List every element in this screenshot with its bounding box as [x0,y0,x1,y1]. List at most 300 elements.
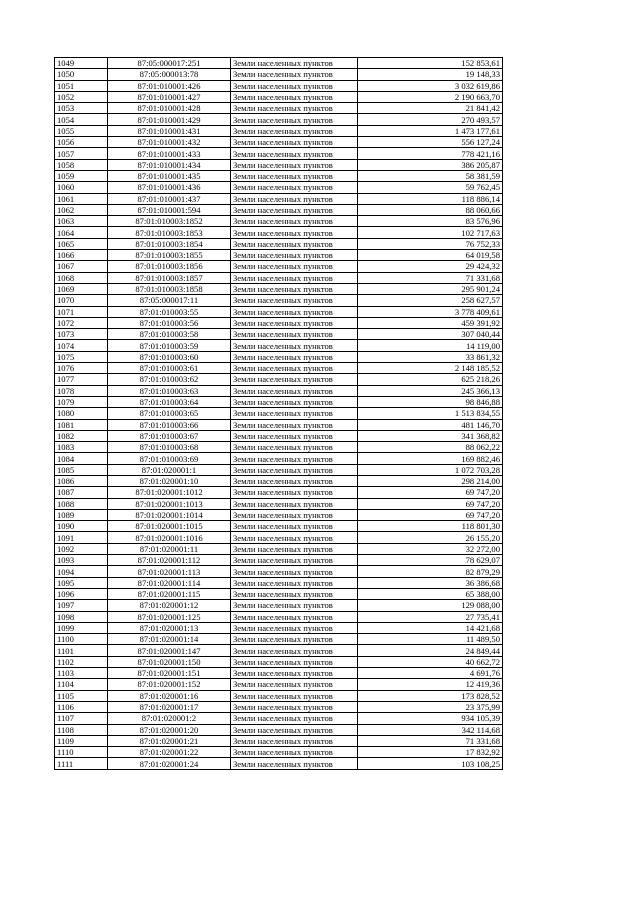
table-row [55,453,503,464]
table-row [55,159,503,170]
land-category-cell: Земли населенных пунктов [231,611,358,622]
cadastral-number-cell: 87:01:020001:115 [108,588,231,599]
cadastral-value-cell: 295 901,24 [358,283,503,294]
cadastral-value-cell: 481 146,70 [358,419,503,430]
cadastral-value-cell: 69 747,20 [358,487,503,498]
row-number-cell: 1086 [55,475,108,486]
cadastral-number-cell: 87:01:010001:431 [108,125,231,136]
row-number-cell: 1096 [55,588,108,599]
cadastral-value-cell: 625 218,26 [358,374,503,385]
row-number-cell: 1078 [55,385,108,396]
table-row [55,555,503,566]
row-number-cell: 1097 [55,600,108,611]
table-row [55,634,503,645]
cadastral-value-cell: 23 375,99 [358,701,503,712]
land-category-cell: Земли населенных пунктов [231,159,358,170]
land-category-cell: Земли населенных пунктов [231,216,358,227]
table-row [55,724,503,735]
cadastral-value-cell: 12 419,36 [358,679,503,690]
land-category-cell: Земли населенных пунктов [231,295,358,306]
row-number-cell: 1105 [55,690,108,701]
table-row [55,611,503,622]
row-number-cell: 1093 [55,555,108,566]
row-number-cell: 1051 [55,80,108,91]
table-row [55,713,503,724]
table-row [55,679,503,690]
cadastral-number-cell: 87:01:020001:147 [108,645,231,656]
land-category-cell: Земли населенных пунктов [231,430,358,441]
cadastral-value-cell: 71 331,68 [358,272,503,283]
cadastral-value-cell: 78 629,07 [358,555,503,566]
table-row [55,396,503,407]
row-number-cell: 1111 [55,758,108,769]
row-number-cell: 1099 [55,622,108,633]
cadastral-value-cell: 152 853,61 [358,58,503,69]
cadastral-number-cell: 87:01:010003:69 [108,453,231,464]
table-row [55,58,503,69]
land-category-cell: Земли населенных пунктов [231,600,358,611]
land-category-cell: Земли населенных пунктов [231,363,358,374]
cadastral-value-cell: 934 105,39 [358,713,503,724]
cadastral-number-cell: 87:01:010003:65 [108,408,231,419]
land-category-cell: Земли населенных пунктов [231,103,358,114]
table-body [55,58,503,770]
cadastral-number-cell: 87:01:020001:1013 [108,498,231,509]
land-category-cell: Земли населенных пунктов [231,543,358,554]
table-row [55,306,503,317]
table-row [55,182,503,193]
cadastral-number-cell: 87:01:020001:151 [108,668,231,679]
table-row [55,261,503,272]
land-category-cell: Земли населенных пунктов [231,329,358,340]
land-category-cell: Земли населенных пунктов [231,498,358,509]
cadastral-number-cell: 87:01:010003:66 [108,419,231,430]
cadastral-value-cell: 19 148,33 [358,69,503,80]
table-row [55,701,503,712]
row-number-cell: 1057 [55,148,108,159]
row-number-cell: 1062 [55,204,108,215]
cadastral-value-cell: 36 386,68 [358,577,503,588]
land-category-cell: Земли населенных пунктов [231,238,358,249]
cadastral-value-cell: 459 391,92 [358,317,503,328]
land-category-cell: Земли населенных пунктов [231,408,358,419]
row-number-cell: 1070 [55,295,108,306]
land-category-cell: Земли населенных пунктов [231,306,358,317]
cadastral-value-cell: 29 424,32 [358,261,503,272]
cadastral-value-cell: 342 114,68 [358,724,503,735]
table-row [55,532,503,543]
cadastral-value-cell: 4 691,76 [358,668,503,679]
land-category-cell: Земли населенных пунктов [231,566,358,577]
table-row [55,114,503,125]
row-number-cell: 1108 [55,724,108,735]
cadastral-value-cell: 102 717,63 [358,227,503,238]
row-number-cell: 1065 [55,238,108,249]
cadastral-number-cell: 87:01:010003:63 [108,385,231,396]
land-category-cell: Земли населенных пунктов [231,758,358,769]
cadastral-number-cell: 87:01:010001:427 [108,91,231,102]
land-category-cell: Земли населенных пунктов [231,577,358,588]
table-row [55,283,503,294]
table-row [55,543,503,554]
row-number-cell: 1077 [55,374,108,385]
land-category-cell: Земли населенных пунктов [231,351,358,362]
cadastral-number-cell: 87:01:020001:114 [108,577,231,588]
cadastral-value-cell: 1 513 834,55 [358,408,503,419]
row-number-cell: 1081 [55,419,108,430]
row-number-cell: 1091 [55,532,108,543]
cadastral-number-cell: 87:01:020001:2 [108,713,231,724]
land-category-cell: Земли населенных пунктов [231,668,358,679]
row-number-cell: 1103 [55,668,108,679]
row-number-cell: 1059 [55,170,108,181]
table-row [55,91,503,102]
cadastral-number-cell: 87:01:020001:12 [108,600,231,611]
land-category-cell: Земли населенных пунктов [231,80,358,91]
cadastral-value-cell: 83 576,96 [358,216,503,227]
table-row [55,656,503,667]
land-category-cell: Земли населенных пунктов [231,148,358,159]
cadastral-value-cell: 71 331,68 [358,735,503,746]
cadastral-value-cell: 69 747,20 [358,509,503,520]
cadastral-number-cell: 87:01:010001:437 [108,193,231,204]
table-row [55,227,503,238]
cadastral-number-cell: 87:01:020001:1014 [108,509,231,520]
table-row [55,216,503,227]
row-number-cell: 1068 [55,272,108,283]
cadastral-value-cell: 17 832,92 [358,747,503,758]
cadastral-value-cell: 27 735,41 [358,611,503,622]
row-number-cell: 1104 [55,679,108,690]
cadastral-number-cell: 87:01:020001:20 [108,724,231,735]
land-category-cell: Земли населенных пунктов [231,283,358,294]
table-row [55,747,503,758]
table-row [55,69,503,80]
land-category-cell: Земли населенных пунктов [231,679,358,690]
cadastral-value-cell: 386 205,87 [358,159,503,170]
cadastral-value-cell: 33 861,32 [358,351,503,362]
cadastral-value-cell: 14 119,00 [358,340,503,351]
cadastral-number-cell: 87:01:020001:13 [108,622,231,633]
cadastral-value-cell: 245 366,13 [358,385,503,396]
land-category-cell: Земли населенных пунктов [231,487,358,498]
cadastral-number-cell: 87:01:010003:61 [108,363,231,374]
cadastral-value-cell: 21 841,42 [358,103,503,114]
table-row [55,170,503,181]
cadastral-value-cell: 40 662,72 [358,656,503,667]
land-category-cell: Земли населенных пунктов [231,272,358,283]
land-category-cell: Земли населенных пунктов [231,182,358,193]
row-number-cell: 1082 [55,430,108,441]
land-category-cell: Земли населенных пунктов [231,340,358,351]
row-number-cell: 1106 [55,701,108,712]
table-row [55,475,503,486]
cadastral-value-cell: 341 368,82 [358,430,503,441]
cadastral-number-cell: 87:01:020001:16 [108,690,231,701]
land-category-cell: Земли населенных пунктов [231,690,358,701]
table-row [55,735,503,746]
cadastral-number-cell: 87:01:020001:10 [108,475,231,486]
table-row [55,80,503,91]
table-row [55,374,503,385]
land-category-cell: Земли населенных пунктов [231,170,358,181]
table-row [55,668,503,679]
cadastral-number-cell: 87:01:010003:1854 [108,238,231,249]
table-row [55,419,503,430]
table-row [55,758,503,769]
cadastral-number-cell: 87:01:020001:1 [108,464,231,475]
cadastral-number-cell: 87:01:010003:1853 [108,227,231,238]
row-number-cell: 1098 [55,611,108,622]
cadastral-number-cell: 87:01:010003:59 [108,340,231,351]
cadastral-number-cell: 87:01:010003:1856 [108,261,231,272]
row-number-cell: 1064 [55,227,108,238]
cadastral-number-cell: 87:01:020001:22 [108,747,231,758]
row-number-cell: 1072 [55,317,108,328]
table-row [55,577,503,588]
cadastral-number-cell: 87:01:020001:14 [108,634,231,645]
cadastral-value-cell: 270 493,57 [358,114,503,125]
table-row [55,103,503,114]
cadastral-number-cell: 87:01:020001:113 [108,566,231,577]
land-category-cell: Земли населенных пунктов [231,645,358,656]
cadastral-number-cell: 87:01:020001:125 [108,611,231,622]
row-number-cell: 1092 [55,543,108,554]
land-category-cell: Земли населенных пунктов [231,453,358,464]
land-category-cell: Земли населенных пунктов [231,227,358,238]
table-row [55,622,503,633]
land-category-cell: Земли населенных пунктов [231,193,358,204]
row-number-cell: 1080 [55,408,108,419]
cadastral-value-cell: 32 272,00 [358,543,503,554]
cadastral-number-cell: 87:01:020001:21 [108,735,231,746]
cadastral-value-cell: 82 879,29 [358,566,503,577]
table-row [55,363,503,374]
cadastral-number-cell: 87:01:010003:1857 [108,272,231,283]
row-number-cell: 1056 [55,137,108,148]
cadastral-value-cell: 88 062,22 [358,442,503,453]
land-category-cell: Земли населенных пунктов [231,735,358,746]
cadastral-number-cell: 87:01:020001:1012 [108,487,231,498]
cadastral-number-cell: 87:01:010003:60 [108,351,231,362]
cadastral-value-cell: 76 752,33 [358,238,503,249]
cadastral-number-cell: 87:01:010003:68 [108,442,231,453]
table-row [55,487,503,498]
land-category-cell: Земли населенных пунктов [231,656,358,667]
table-row [55,148,503,159]
row-number-cell: 1095 [55,577,108,588]
land-category-cell: Земли населенных пунктов [231,69,358,80]
row-number-cell: 1094 [55,566,108,577]
cadastral-value-cell: 118 801,30 [358,521,503,532]
cadastral-number-cell: 87:01:010003:1858 [108,283,231,294]
row-number-cell: 1089 [55,509,108,520]
cadastral-number-cell: 87:01:010001:428 [108,103,231,114]
row-number-cell: 1085 [55,464,108,475]
land-category-cell: Земли населенных пунктов [231,250,358,261]
land-category-cell: Земли населенных пунктов [231,555,358,566]
table-row [55,137,503,148]
table-row [55,521,503,532]
table-row [55,385,503,396]
table-row [55,600,503,611]
cadastral-value-cell: 2 148 185,52 [358,363,503,374]
land-category-cell: Земли населенных пунктов [231,58,358,69]
row-number-cell: 1083 [55,442,108,453]
cadastral-number-cell: 87:01:020001:1016 [108,532,231,543]
land-category-cell: Земли населенных пунктов [231,747,358,758]
row-number-cell: 1055 [55,125,108,136]
cadastral-value-cell: 307 040,44 [358,329,503,340]
cadastral-value-cell: 103 108,25 [358,758,503,769]
cadastral-number-cell: 87:01:010003:62 [108,374,231,385]
table-row [55,566,503,577]
cadastral-number-cell: 87:01:020001:1015 [108,521,231,532]
cadastral-number-cell: 87:01:010001:426 [108,80,231,91]
row-number-cell: 1102 [55,656,108,667]
land-category-cell: Земли населенных пунктов [231,475,358,486]
table-row [55,408,503,419]
row-number-cell: 1066 [55,250,108,261]
land-registry-table [54,57,503,770]
row-number-cell: 1071 [55,306,108,317]
cadastral-number-cell: 87:01:010003:1852 [108,216,231,227]
cadastral-value-cell: 129 088,00 [358,600,503,611]
cadastral-number-cell: 87:01:020001:112 [108,555,231,566]
cadastral-number-cell: 87:01:010001:433 [108,148,231,159]
land-category-cell: Земли населенных пунктов [231,419,358,430]
cadastral-value-cell: 1 072 703,28 [358,464,503,475]
land-category-cell: Земли населенных пунктов [231,442,358,453]
row-number-cell: 1052 [55,91,108,102]
cadastral-number-cell: 87:05:000017:251 [108,58,231,69]
land-category-cell: Земли населенных пунктов [231,521,358,532]
cadastral-number-cell: 87:01:010003:1855 [108,250,231,261]
cadastral-value-cell: 3 778 409,61 [358,306,503,317]
cadastral-number-cell: 87:01:010001:429 [108,114,231,125]
cadastral-number-cell: 87:01:010003:55 [108,306,231,317]
cadastral-value-cell: 14 421,68 [358,622,503,633]
row-number-cell: 1076 [55,363,108,374]
cadastral-value-cell: 118 886,14 [358,193,503,204]
cadastral-number-cell: 87:01:010003:58 [108,329,231,340]
cadastral-value-cell: 3 032 619,86 [358,80,503,91]
row-number-cell: 1084 [55,453,108,464]
cadastral-value-cell: 69 747,20 [358,498,503,509]
row-number-cell: 1054 [55,114,108,125]
cadastral-value-cell: 64 019,58 [358,250,503,261]
table-row [55,204,503,215]
cadastral-value-cell: 173 828,52 [358,690,503,701]
land-category-cell: Земли населенных пунктов [231,125,358,136]
cadastral-value-cell: 778 421,16 [358,148,503,159]
cadastral-value-cell: 1 473 177,61 [358,125,503,136]
land-category-cell: Земли населенных пунктов [231,91,358,102]
table-row [55,238,503,249]
row-number-cell: 1063 [55,216,108,227]
table-row [55,442,503,453]
table-row [55,351,503,362]
table-row [55,272,503,283]
cadastral-value-cell: 556 127,24 [358,137,503,148]
row-number-cell: 1061 [55,193,108,204]
row-number-cell: 1053 [55,103,108,114]
cadastral-value-cell: 2 190 663,70 [358,91,503,102]
land-category-cell: Земли населенных пунктов [231,317,358,328]
land-category-cell: Земли населенных пунктов [231,713,358,724]
land-category-cell: Земли населенных пунктов [231,374,358,385]
cadastral-number-cell: 87:01:020001:17 [108,701,231,712]
cadastral-value-cell: 98 846,88 [358,396,503,407]
land-category-cell: Земли населенных пунктов [231,622,358,633]
cadastral-value-cell: 26 155,20 [358,532,503,543]
land-category-cell: Земли населенных пунктов [231,701,358,712]
table-row [55,329,503,340]
cadastral-value-cell: 88 060,66 [358,204,503,215]
cadastral-value-cell: 59 762,45 [358,182,503,193]
land-category-cell: Земли населенных пунктов [231,464,358,475]
row-number-cell: 1069 [55,283,108,294]
land-category-cell: Земли населенных пунктов [231,204,358,215]
cadastral-number-cell: 87:01:020001:24 [108,758,231,769]
cadastral-number-cell: 87:01:010003:64 [108,396,231,407]
cadastral-number-cell: 87:01:010003:56 [108,317,231,328]
land-category-cell: Земли населенных пунктов [231,396,358,407]
table-row [55,588,503,599]
table-row [55,250,503,261]
row-number-cell: 1067 [55,261,108,272]
table-row [55,690,503,701]
row-number-cell: 1075 [55,351,108,362]
land-category-cell: Земли населенных пунктов [231,137,358,148]
cadastral-value-cell: 258 627,57 [358,295,503,306]
row-number-cell: 1050 [55,69,108,80]
row-number-cell: 1110 [55,747,108,758]
row-number-cell: 1073 [55,329,108,340]
row-number-cell: 1060 [55,182,108,193]
row-number-cell: 1109 [55,735,108,746]
row-number-cell: 1049 [55,58,108,69]
cadastral-number-cell: 87:01:010003:67 [108,430,231,441]
row-number-cell: 1088 [55,498,108,509]
cadastral-value-cell: 169 882,46 [358,453,503,464]
table-row [55,509,503,520]
land-category-cell: Земли населенных пунктов [231,532,358,543]
cadastral-value-cell: 58 381,59 [358,170,503,181]
cadastral-number-cell: 87:01:010001:594 [108,204,231,215]
cadastral-value-cell: 298 214,00 [358,475,503,486]
cadastral-number-cell: 87:01:010001:434 [108,159,231,170]
table-row [55,317,503,328]
cadastral-value-cell: 24 849,44 [358,645,503,656]
row-number-cell: 1100 [55,634,108,645]
land-category-cell: Земли населенных пунктов [231,724,358,735]
cadastral-number-cell: 87:01:010001:435 [108,170,231,181]
cadastral-number-cell: 87:01:020001:152 [108,679,231,690]
land-category-cell: Земли населенных пунктов [231,261,358,272]
cadastral-number-cell: 87:01:010001:436 [108,182,231,193]
table-row [55,498,503,509]
table-row [55,464,503,475]
table-row [55,645,503,656]
land-category-cell: Земли населенных пунктов [231,509,358,520]
row-number-cell: 1074 [55,340,108,351]
row-number-cell: 1079 [55,396,108,407]
row-number-cell: 1101 [55,645,108,656]
cadastral-number-cell: 87:01:010001:432 [108,137,231,148]
row-number-cell: 1090 [55,521,108,532]
row-number-cell: 1107 [55,713,108,724]
